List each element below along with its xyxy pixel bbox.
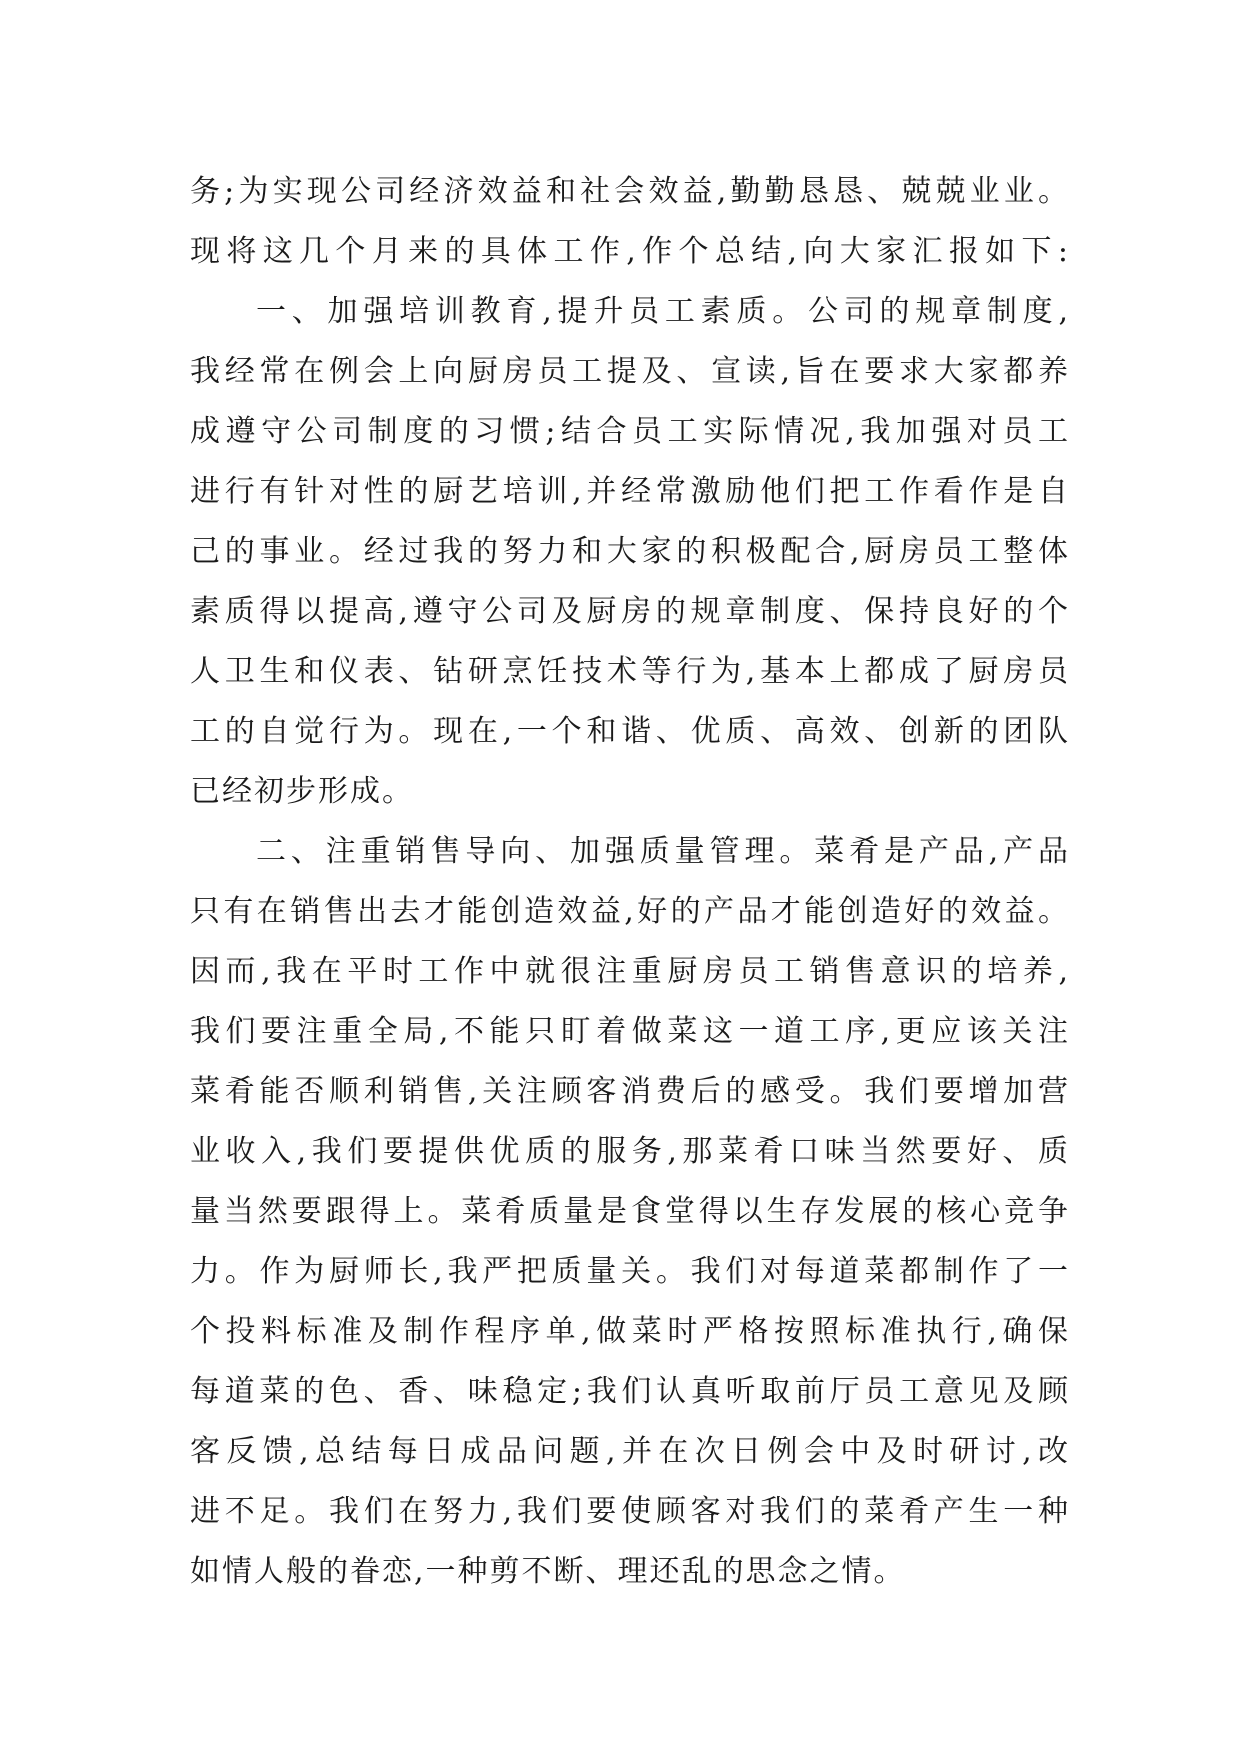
text-line: 已经初步形成。: [190, 774, 414, 809]
text-line: 力。作为厨师长,我严把质量关。我们对每道菜都制作了一: [190, 1254, 1070, 1289]
text-line: 客反馈,总结每日成品问题,并在次日例会中及时研讨,改: [190, 1434, 1070, 1469]
text-line: 因而,我在平时工作中就很注重厨房员工销售意识的培养,: [190, 954, 1070, 989]
text-line: 个投料标准及制作程序单,做菜时严格按照标准执行,确保: [190, 1314, 1070, 1349]
document-body: [190, 162, 1070, 1602]
text-line: 素质得以提高,遵守公司及厨房的规章制度、保持良好的个: [190, 594, 1070, 629]
section-heading-line: 一、加强培训教育,提升员工素质。公司的规章制度,: [256, 294, 1070, 329]
section-heading-line: 二、注重销售导向、加强质量管理。菜肴是产品,产品: [256, 834, 1070, 869]
text-line: 己的事业。经过我的努力和大家的积极配合,厨房员工整体: [190, 534, 1070, 569]
text-line: 我们要注重全局,不能只盯着做菜这一道工序,更应该关注: [190, 1014, 1070, 1049]
text-line: 进不足。我们在努力,我们要使顾客对我们的菜肴产生一种: [190, 1494, 1070, 1529]
text-line: 业收入,我们要提供优质的服务,那菜肴口味当然要好、质: [190, 1134, 1070, 1169]
text-line: 工的自觉行为。现在,一个和谐、优质、高效、创新的团队: [190, 714, 1070, 749]
text-line: 每道菜的色、香、味稳定;我们认真听取前厅员工意见及顾: [190, 1374, 1070, 1409]
text-line: 现将这几个月来的具体工作,作个总结,向大家汇报如下:: [190, 234, 1070, 269]
text-line: 量当然要跟得上。菜肴质量是食堂得以生存发展的核心竞争: [190, 1194, 1070, 1229]
text-line: 进行有针对性的厨艺培训,并经常激励他们把工作看作是自: [190, 474, 1070, 509]
text-line: 如情人般的眷恋,一种剪不断、理还乱的思念之情。: [190, 1554, 906, 1589]
text-line: 人卫生和仪表、钻研烹饪技术等行为,基本上都成了厨房员: [190, 654, 1070, 689]
text-line: 务;为实现公司经济效益和社会效益,勤勤恳恳、兢兢业业。: [190, 174, 1070, 209]
text-line: 菜肴能否顺利销售,关注顾客消费后的感受。我们要增加营: [190, 1074, 1070, 1109]
text-line: 只有在销售出去才能创造效益,好的产品才能创造好的效益。: [190, 894, 1070, 929]
text-line: 成遵守公司制度的习惯;结合员工实际情况,我加强对员工: [190, 414, 1070, 449]
text-line: 我经常在例会上向厨房员工提及、宣读,旨在要求大家都养: [190, 354, 1070, 389]
